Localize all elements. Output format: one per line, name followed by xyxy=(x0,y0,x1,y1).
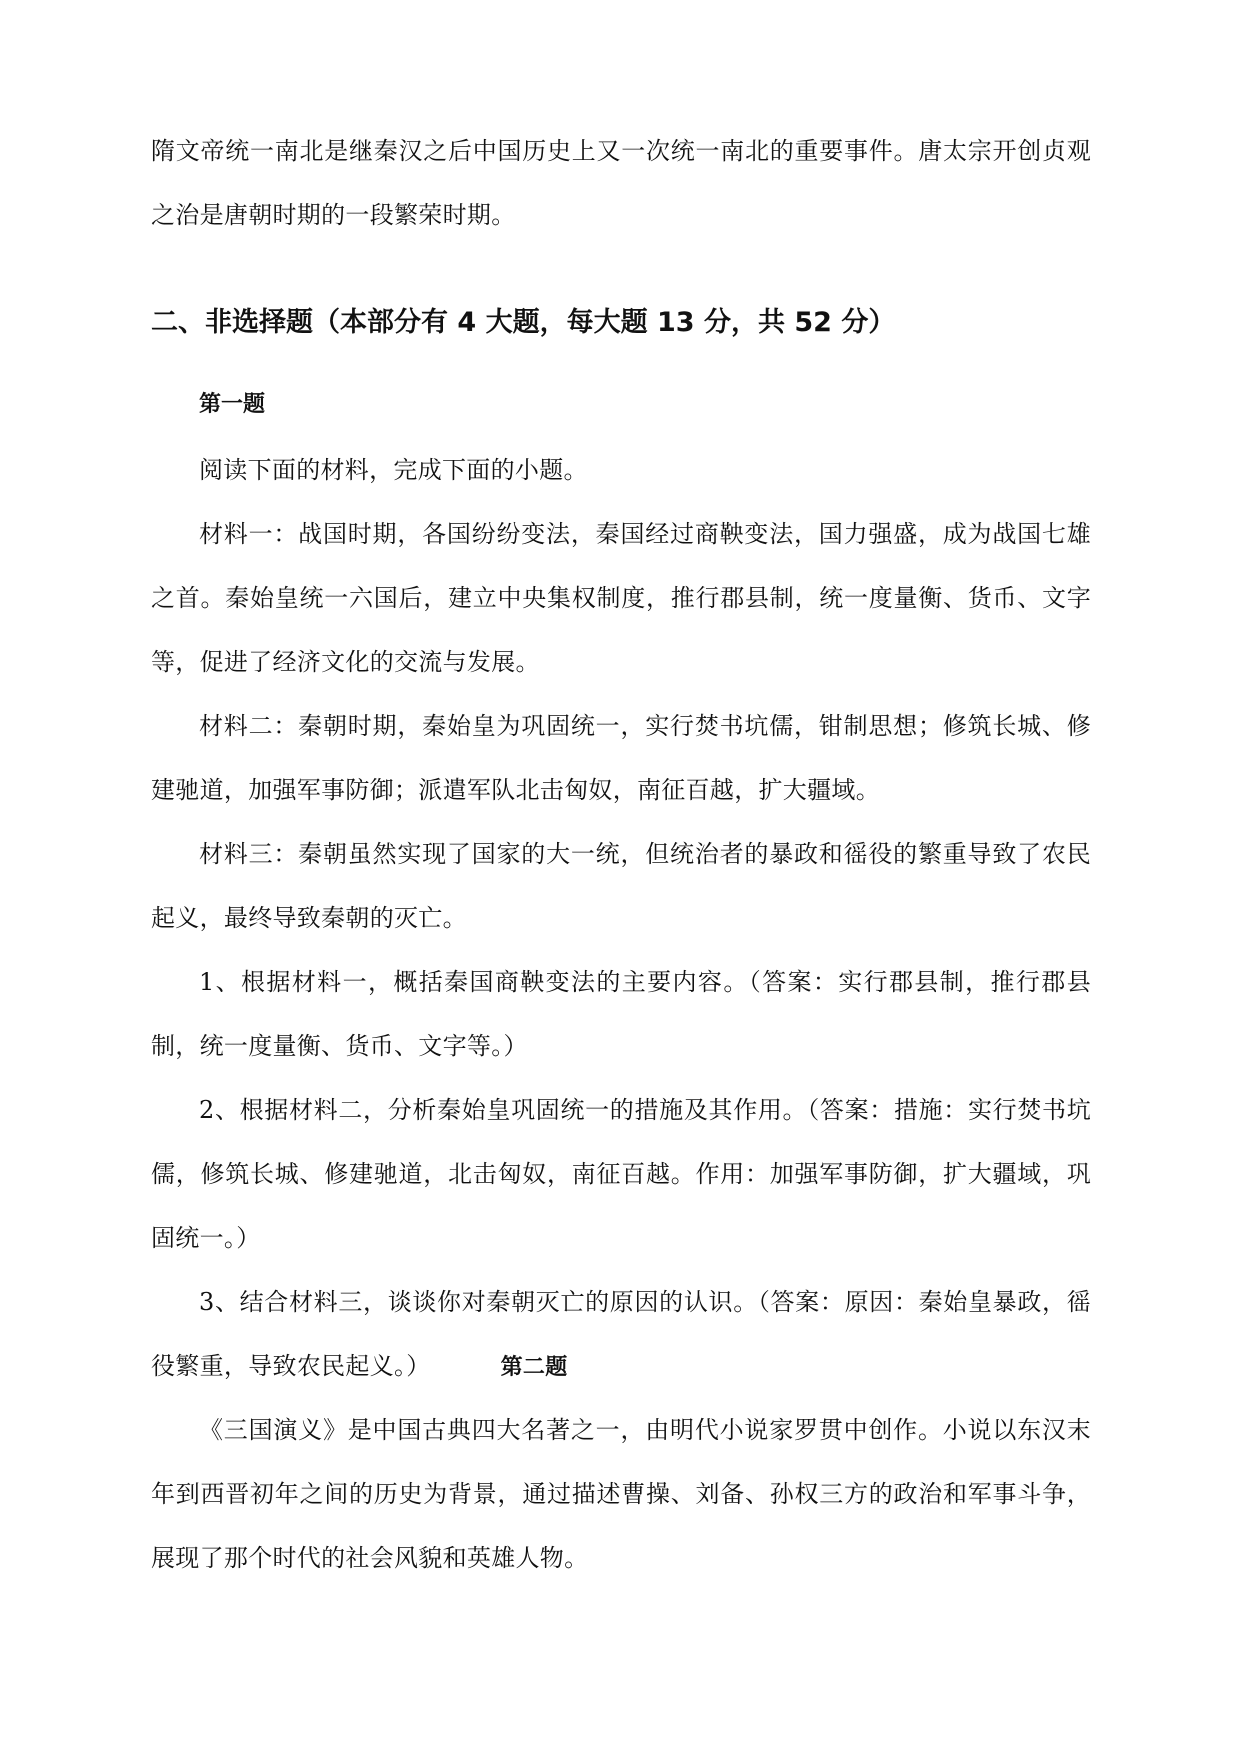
material-1: 材料一：战国时期，各国纷纷变法，秦国经过商鞅变法，国力强盛，成为战国七雄之首。秦始皇统一六国后，建立中央集权制度，推行郡县制，统一度量衡、货币、文字等，促进了经济文化的交流与发展。 xyxy=(151,520,1091,676)
sub-question-2: 2、根据材料二，分析秦始皇巩固统一的措施及其作用。（答案：措施：实行焚书坑儒，修筑长城、修建驰道，北击匈奴，南征百越。作用：加强军事防御，扩大疆域，巩固统一。） xyxy=(151,1096,1091,1252)
material-3: 材料三：秦朝虽然实现了国家的大一统，但统治者的暴政和徭役的繁重导致了农民起义，最终导致秦朝的灭亡。 xyxy=(151,840,1091,932)
sub-question-3 xyxy=(151,1270,1091,1400)
question-1-instruction: 阅读下面的材料，完成下面的小题。 xyxy=(199,456,588,484)
sub-question-3-text: 3、结合材料三，谈谈你对秦朝灭亡的原因的认识。（答案：原因：秦始皇暴政，徭役繁重，导致农民起义。） xyxy=(151,1288,1091,1380)
question-2-title: 第二题 xyxy=(500,1355,568,1380)
material-2: 材料二：秦朝时期，秦始皇为巩固统一，实行焚书坑儒，钳制思想；修筑长城、修建驰道，加强军事防御；派遣军队北击匈奴，南征百越，扩大疆域。 xyxy=(151,712,1091,804)
question-1-title: 第一题 xyxy=(199,392,266,417)
sub-question-1: 1、根据材料一，概括秦国商鞅变法的主要内容。（答案：实行郡县制，推行郡县制，统一度量衡、货币、文字等。） xyxy=(151,968,1091,1060)
question-2-paragraph: 《三国演义》是中国古典四大名著之一，由明代小说家罗贯中创作。小说以东汉末年到西晋初年之间的历史为背景，通过描述曹操、刘备、孙权三方的政治和军事斗争，展现了那个时代的社会风貌和英雄人物。 xyxy=(151,1416,1091,1572)
section-title: 二、非选择题（本部分有 4 大题，每大题 13 分，共 52 分） xyxy=(151,307,896,338)
intro-paragraph: 隋文帝统一南北是继秦汉之后中国历史上又一次统一南北的重要事件。唐太宗开创贞观之治是唐朝时期的一段繁荣时期。 xyxy=(151,137,1091,229)
